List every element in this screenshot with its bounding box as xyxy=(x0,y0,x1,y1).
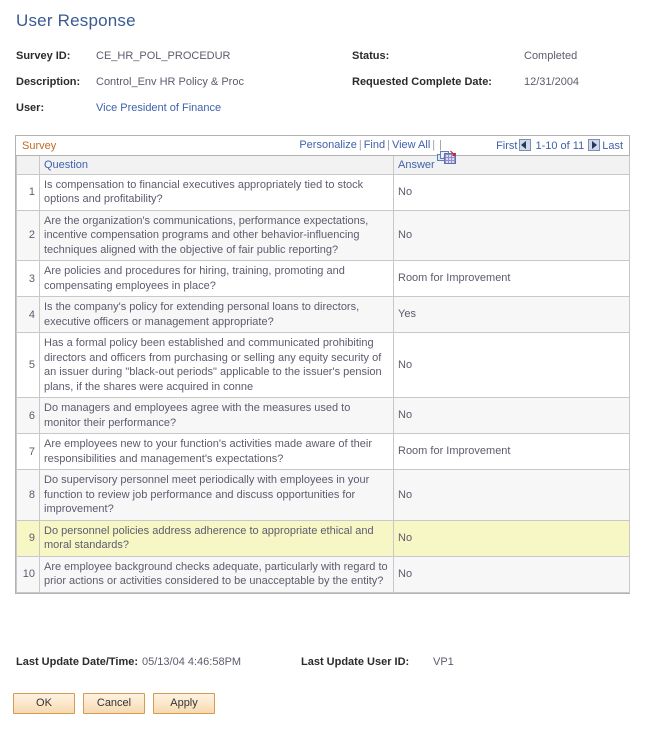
table-row[interactable] xyxy=(17,398,630,434)
apply-button[interactable]: Apply xyxy=(153,693,215,714)
answer-cell: No xyxy=(394,398,630,434)
answer-cell: No xyxy=(394,470,630,521)
row-number-cell: 3 xyxy=(17,261,40,297)
link-separator: | xyxy=(439,139,442,151)
question-cell: Is the company's policy for extending personal loans to directors, executive officers or management appropriate? xyxy=(40,297,394,333)
last-update-datetime-value: 05/13/04 4:46:58PM xyxy=(142,656,242,668)
row-number-cell: 4 xyxy=(17,297,40,333)
personalize-link[interactable]: Personalize xyxy=(299,139,357,151)
grid-tab-label: Survey xyxy=(22,140,57,152)
status-label: Status: xyxy=(352,50,390,62)
requested-complete-date-label: Requested Complete Date: xyxy=(352,76,492,88)
user-link[interactable]: Vice President of Finance xyxy=(96,102,222,114)
row-number-cell: 2 xyxy=(17,210,40,261)
header-row-survey-id xyxy=(16,48,636,74)
header-row-user xyxy=(16,100,636,126)
answer-cell: No xyxy=(394,210,630,261)
cancel-button[interactable]: Cancel xyxy=(83,693,145,714)
ok-button[interactable]: OK xyxy=(13,693,75,714)
question-cell: Do managers and employees agree with the measures used to monitor their performance? xyxy=(40,398,394,434)
survey-table xyxy=(16,156,630,593)
user-label: User: xyxy=(16,102,45,114)
question-cell: Are employees new to your function's activities made aware of their responsibilities and management's expectations? xyxy=(40,434,394,470)
table-row[interactable] xyxy=(17,297,630,333)
grid-action-links: Personalize | Find | View All | | ↘ xyxy=(299,139,444,151)
answer-cell: Yes xyxy=(394,297,630,333)
row-number-cell: 10 xyxy=(17,556,40,592)
row-number-cell: 7 xyxy=(17,434,40,470)
last-update-datetime-label: Last Update Date/Time: xyxy=(16,656,139,668)
find-link[interactable]: Find xyxy=(363,139,386,151)
answer-cell: Room for Improvement xyxy=(394,261,630,297)
question-cell: Is compensation to financial executives appropriately tied to stock options and profitability? xyxy=(40,174,394,210)
table-row[interactable] xyxy=(17,520,630,556)
row-number-cell: 1 xyxy=(17,174,40,210)
header-field-group xyxy=(16,48,636,126)
table-row[interactable] xyxy=(17,556,630,592)
link-separator: | xyxy=(358,139,362,151)
answer-cell: No xyxy=(394,174,630,210)
first-page-link[interactable]: First xyxy=(496,140,518,152)
row-number-cell: 5 xyxy=(17,333,40,398)
requested-complete-date-value: 12/31/2004 xyxy=(524,76,580,88)
question-cell: Are employee background checks adequate, particularly with regard to prior actions or activities considered to be unacceptable by the entity? xyxy=(40,556,394,592)
status-value: Completed xyxy=(524,50,578,62)
survey-table-body xyxy=(17,174,630,592)
survey-id-value: CE_HR_POL_PROCEDUR xyxy=(96,50,231,62)
table-header-row xyxy=(17,156,630,174)
column-header-question: Question xyxy=(40,156,394,174)
table-row[interactable] xyxy=(17,470,630,521)
page-range-label: 1-10 of 11 xyxy=(535,140,585,152)
table-row[interactable] xyxy=(17,174,630,210)
next-page-arrow-icon[interactable] xyxy=(588,139,600,151)
last-update-user-id-label: Last Update User ID: xyxy=(301,656,410,668)
answer-cell: No xyxy=(394,333,630,398)
answer-cell: Room for Improvement xyxy=(394,434,630,470)
grid-pagination xyxy=(496,139,623,152)
table-row[interactable] xyxy=(17,210,630,261)
last-page-link[interactable]: Last xyxy=(602,140,623,152)
question-cell: Do supervisory personnel meet periodically with employees in your function to review job performance and discuss opportunities for improvement? xyxy=(40,470,394,521)
page-title: User Response xyxy=(16,11,136,30)
view-all-link[interactable]: View All xyxy=(391,139,431,151)
row-number-cell: 8 xyxy=(17,470,40,521)
link-separator: | xyxy=(432,139,436,151)
question-cell: Has a formal policy been established and communicated prohibiting directors and officers from purchasing or selling any equity security of an issuer during "black-out periods" applicable to the issuer's pension plans, if the shares were acquired in conne xyxy=(40,333,394,398)
grid-navigation-bar xyxy=(16,135,629,156)
button-bar xyxy=(13,693,223,714)
question-cell: Are the organization's communications, performance expectations, incentive compensation programs and other behavior-influencing techniques aligned with the objective of fair public reporting? xyxy=(40,210,394,261)
header-row-description xyxy=(16,74,636,100)
row-number-cell: 9 xyxy=(17,520,40,556)
row-number-cell: 6 xyxy=(17,398,40,434)
question-cell: Are policies and procedures for hiring, training, promoting and compensating employees in place? xyxy=(40,261,394,297)
survey-grid xyxy=(15,135,630,594)
table-row[interactable] xyxy=(17,261,630,297)
survey-id-label: Survey ID: xyxy=(16,50,71,62)
previous-page-arrow-icon[interactable] xyxy=(519,139,531,151)
description-label: Description: xyxy=(16,76,81,88)
column-header-number xyxy=(17,156,40,174)
table-row[interactable] xyxy=(17,434,630,470)
answer-cell: No xyxy=(394,520,630,556)
question-cell: Do personnel policies address adherence to appropriate ethical and moral standards? xyxy=(40,520,394,556)
column-header-answer: Answer xyxy=(394,156,630,174)
link-separator: | xyxy=(387,139,390,151)
last-update-user-id-value: VP1 xyxy=(433,656,454,668)
answer-cell: No xyxy=(394,556,630,592)
table-row[interactable] xyxy=(17,333,630,398)
footer-field-group xyxy=(16,656,636,676)
description-value: Control_Env HR Policy & Proc xyxy=(96,76,244,88)
